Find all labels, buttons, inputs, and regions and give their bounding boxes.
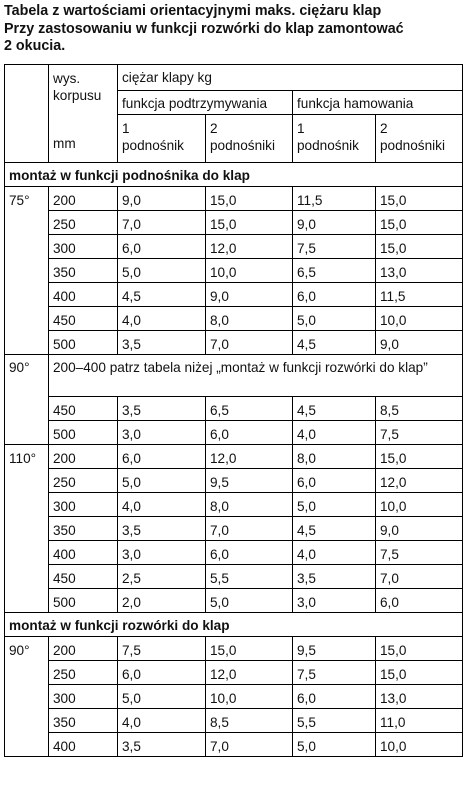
cell-brake-1-lift: 11,5 <box>293 187 376 211</box>
header-corner <box>5 65 49 163</box>
cell-brake-2-lifts: 15,0 <box>376 235 463 259</box>
note-row <box>5 355 463 397</box>
cell-support-2-lifts: 8,0 <box>206 307 293 331</box>
table-row <box>5 445 463 469</box>
cell-support-2-lifts: 8,5 <box>206 709 293 733</box>
header-support-1-lift: 1 podnośnik <box>118 115 206 163</box>
cell-height: 200 <box>49 187 118 211</box>
table-row <box>5 733 463 757</box>
table-row <box>5 565 463 589</box>
header-brake-2-lifts: 2 podnośniki <box>376 115 463 163</box>
cell-height: 400 <box>49 541 118 565</box>
cell-support-2-lifts: 12,0 <box>206 661 293 685</box>
cell-support-2-lifts: 5,5 <box>206 565 293 589</box>
heading-line-3: 2 okucia. <box>4 38 66 54</box>
cell-support-1-lift: 3,0 <box>118 541 206 565</box>
cell-brake-2-lifts: 11,5 <box>376 283 463 307</box>
header-unit: mm <box>53 136 76 151</box>
cell-brake-1-lift: 4,5 <box>293 397 376 421</box>
cell-height: 500 <box>49 421 118 445</box>
cell-height: 300 <box>49 493 118 517</box>
cell-brake-1-lift: 6,0 <box>293 685 376 709</box>
section-stay <box>5 613 463 637</box>
table-row <box>5 661 463 685</box>
table-row <box>5 469 463 493</box>
table-row <box>5 421 463 445</box>
cell-height: 300 <box>49 685 118 709</box>
cell-brake-2-lifts: 7,5 <box>376 421 463 445</box>
cell-support-1-lift: 9,0 <box>118 187 206 211</box>
header-support-2-lifts: 2 podnośniki <box>206 115 293 163</box>
cell-height: 250 <box>49 469 118 493</box>
cell-height: 350 <box>49 259 118 283</box>
cell-brake-2-lifts: 9,0 <box>376 331 463 355</box>
note-cell: 200–400 patrz tabela niżej „montaż w funkcji rozwórki do klap” <box>49 355 463 397</box>
cell-support-1-lift: 5,0 <box>118 685 206 709</box>
cell-height: 400 <box>49 733 118 757</box>
heading-line-2: Przy zastosowaniu w funkcji rozwórki do klap zamontować <box>4 20 404 37</box>
cell-support-2-lifts: 6,0 <box>206 421 293 445</box>
cell-brake-2-lifts: 15,0 <box>376 445 463 469</box>
header-cabinet-height <box>49 65 118 163</box>
cell-brake-1-lift: 5,0 <box>293 493 376 517</box>
cell-height: 250 <box>49 211 118 235</box>
table-heading <box>4 3 464 56</box>
cell-support-1-lift: 5,0 <box>118 469 206 493</box>
cell-brake-2-lifts: 6,0 <box>376 589 463 613</box>
angle-cell: 110° <box>5 445 49 613</box>
angle-cell: 75° <box>5 187 49 355</box>
cell-brake-2-lifts: 15,0 <box>376 187 463 211</box>
cell-brake-1-lift: 9,0 <box>293 211 376 235</box>
cell-support-2-lifts: 9,0 <box>206 283 293 307</box>
cell-brake-1-lift: 4,0 <box>293 541 376 565</box>
cell-support-1-lift: 5,0 <box>118 259 206 283</box>
header-function-support: funkcja podtrzymywania <box>118 91 293 115</box>
cell-height: 300 <box>49 235 118 259</box>
cell-brake-2-lifts: 15,0 <box>376 637 463 661</box>
cell-support-2-lifts: 12,0 <box>206 235 293 259</box>
cell-brake-1-lift: 5,0 <box>293 733 376 757</box>
header-brake-1-lift: 1 podnośnik <box>293 115 376 163</box>
table-row <box>5 235 463 259</box>
cell-brake-1-lift: 6,5 <box>293 259 376 283</box>
cell-support-2-lifts: 7,0 <box>206 331 293 355</box>
table-row <box>5 259 463 283</box>
cell-height: 500 <box>49 331 118 355</box>
cell-support-2-lifts: 10,0 <box>206 685 293 709</box>
cell-support-2-lifts: 7,0 <box>206 733 293 757</box>
cell-support-1-lift: 4,5 <box>118 283 206 307</box>
cell-height: 350 <box>49 709 118 733</box>
table-row <box>5 637 463 661</box>
cell-support-1-lift: 2,0 <box>118 589 206 613</box>
table-row <box>5 709 463 733</box>
cell-support-1-lift: 4,0 <box>118 493 206 517</box>
cell-brake-2-lifts: 8,5 <box>376 397 463 421</box>
cell-support-2-lifts: 6,5 <box>206 397 293 421</box>
cell-support-1-lift: 3,5 <box>118 517 206 541</box>
cell-height: 400 <box>49 283 118 307</box>
cell-height: 200 <box>49 445 118 469</box>
angle-cell: 90° <box>5 355 49 445</box>
table-row <box>5 187 463 211</box>
cell-brake-1-lift: 4,0 <box>293 421 376 445</box>
header-function-brake: funkcja hamowania <box>293 91 463 115</box>
cell-height: 450 <box>49 397 118 421</box>
cell-support-2-lifts: 15,0 <box>206 187 293 211</box>
cell-support-1-lift: 4,0 <box>118 307 206 331</box>
heading-line-1: Tabela z wartościami orientacyjnymi maks. ciężaru klap <box>4 3 382 19</box>
cell-brake-2-lifts: 13,0 <box>376 259 463 283</box>
cell-support-1-lift: 6,0 <box>118 661 206 685</box>
weight-table-body <box>5 65 463 757</box>
cell-brake-2-lifts: 9,0 <box>376 517 463 541</box>
cell-support-2-lifts: 5,0 <box>206 589 293 613</box>
cell-brake-1-lift: 5,0 <box>293 307 376 331</box>
cell-support-1-lift: 4,0 <box>118 709 206 733</box>
cell-brake-1-lift: 4,5 <box>293 331 376 355</box>
cell-brake-2-lifts: 10,0 <box>376 733 463 757</box>
cell-support-1-lift: 2,5 <box>118 565 206 589</box>
cell-brake-1-lift: 3,0 <box>293 589 376 613</box>
table-row <box>5 397 463 421</box>
weight-table <box>4 64 463 757</box>
cell-support-1-lift: 6,0 <box>118 445 206 469</box>
cell-brake-2-lifts: 15,0 <box>376 661 463 685</box>
table-row <box>5 283 463 307</box>
cell-brake-1-lift: 5,5 <box>293 709 376 733</box>
cell-support-1-lift: 7,0 <box>118 211 206 235</box>
table-row <box>5 307 463 331</box>
table-row <box>5 517 463 541</box>
table-row <box>5 685 463 709</box>
header-row-1 <box>5 65 463 91</box>
table-row <box>5 493 463 517</box>
cell-height: 450 <box>49 307 118 331</box>
section-lift-title: montaż w funkcji podnośnika do klap <box>5 163 463 187</box>
cell-support-2-lifts: 15,0 <box>206 637 293 661</box>
section-stay-title: montaż w funkcji rozwórki do klap <box>5 613 463 637</box>
cell-height: 250 <box>49 661 118 685</box>
cell-height: 500 <box>49 589 118 613</box>
table-row <box>5 331 463 355</box>
cell-support-1-lift: 3,0 <box>118 421 206 445</box>
cell-support-1-lift: 7,5 <box>118 637 206 661</box>
cell-brake-1-lift: 3,5 <box>293 565 376 589</box>
cell-height: 450 <box>49 565 118 589</box>
cell-brake-2-lifts: 10,0 <box>376 493 463 517</box>
table-row <box>5 589 463 613</box>
cell-support-2-lifts: 6,0 <box>206 541 293 565</box>
cell-height: 350 <box>49 517 118 541</box>
table-row <box>5 211 463 235</box>
cell-brake-2-lifts: 7,5 <box>376 541 463 565</box>
cell-support-2-lifts: 15,0 <box>206 211 293 235</box>
section-lift <box>5 163 463 187</box>
cell-support-1-lift: 3,5 <box>118 733 206 757</box>
cell-brake-2-lifts: 12,0 <box>376 469 463 493</box>
cell-brake-2-lifts: 15,0 <box>376 211 463 235</box>
cell-support-2-lifts: 10,0 <box>206 259 293 283</box>
cell-brake-1-lift: 7,5 <box>293 661 376 685</box>
cell-brake-1-lift: 8,0 <box>293 445 376 469</box>
cell-brake-1-lift: 6,0 <box>293 469 376 493</box>
cell-support-2-lifts: 8,0 <box>206 493 293 517</box>
cell-brake-1-lift: 7,5 <box>293 235 376 259</box>
cell-brake-2-lifts: 10,0 <box>376 307 463 331</box>
cell-support-2-lifts: 12,0 <box>206 445 293 469</box>
cell-brake-1-lift: 6,0 <box>293 283 376 307</box>
header-wys: wys. <box>53 71 81 86</box>
table-row <box>5 541 463 565</box>
cell-support-1-lift: 3,5 <box>118 397 206 421</box>
header-korpusu: korpusu <box>53 88 102 103</box>
cell-height: 200 <box>49 637 118 661</box>
cell-brake-2-lifts: 7,0 <box>376 565 463 589</box>
cell-support-2-lifts: 9,5 <box>206 469 293 493</box>
cell-brake-2-lifts: 11,0 <box>376 709 463 733</box>
angle-cell: 90° <box>5 637 49 757</box>
cell-brake-1-lift: 4,5 <box>293 517 376 541</box>
cell-support-1-lift: 3,5 <box>118 331 206 355</box>
cell-support-2-lifts: 7,0 <box>206 517 293 541</box>
cell-brake-2-lifts: 13,0 <box>376 685 463 709</box>
cell-brake-1-lift: 9,5 <box>293 637 376 661</box>
header-weight-title: ciężar klapy kg <box>118 65 463 91</box>
cell-support-1-lift: 6,0 <box>118 235 206 259</box>
